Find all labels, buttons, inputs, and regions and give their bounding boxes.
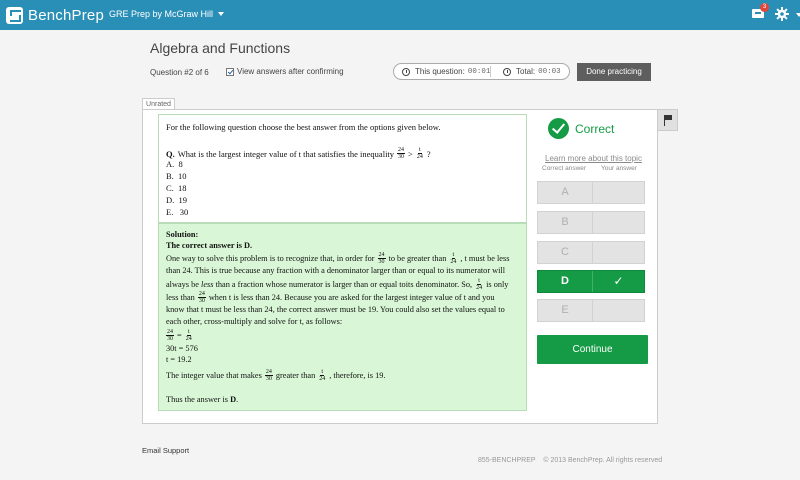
answer-letter: C [561, 246, 569, 258]
option-e: E. 30 [166, 207, 189, 217]
question-body: What is the largest integer value of t that satisfies the inequality [177, 148, 395, 159]
answer-mark [592, 300, 644, 321]
timer-divider [490, 66, 491, 77]
answer-letter: A [561, 186, 569, 198]
page-title: Algebra and Functions [150, 40, 291, 56]
checkmark-icon: ✓ [592, 271, 644, 292]
answer-mark [592, 242, 644, 263]
solution-line: less than $\frac{24}{30}$ when t is less than 24. Because you are asked for the largest integer value of t and you [166, 291, 495, 304]
your-answer-column-header: Your answer [601, 165, 637, 172]
result-status-text: Correct [575, 121, 615, 136]
solution-heading: Solution: [166, 230, 199, 239]
fraction: $\frac{24}{30}$ [398, 147, 405, 160]
solution-line: each other, cross-multiply and solve for t, as follows: [166, 317, 343, 326]
footer-info [478, 457, 662, 464]
greater-than-sign: > [408, 148, 413, 159]
solution-panel [158, 223, 527, 411]
total-timer-value: 00:03 [538, 67, 561, 76]
done-practicing-button[interactable]: Done practicing [577, 63, 651, 81]
question-panel [158, 114, 527, 223]
email-support-link[interactable]: Email Support [142, 446, 190, 455]
fraction: $\frac{t}{24}$ [416, 147, 423, 160]
question-text [166, 147, 431, 160]
brand-name: BenchPrep [28, 6, 105, 24]
benchprep-logo-icon [6, 7, 23, 24]
equation-line: $\frac{24}{30}$ = $\frac{t}{24}$ [167, 329, 192, 342]
question-counter: Question #2 of 6 [150, 68, 209, 77]
view-answers-checkbox[interactable] [226, 68, 234, 76]
correct-answer-column-header: Correct answer [542, 165, 587, 172]
rating-tab[interactable]: Unrated [142, 98, 175, 110]
option-a: A. 8 [166, 159, 183, 169]
check-circle-icon [548, 118, 569, 139]
solution-line: know that t must be less than 24, the correct answer must be 19. You could also set the values equal to [166, 305, 505, 314]
equation-line: 30t = 576 [166, 344, 198, 353]
total-timer-label: Total: [516, 67, 536, 76]
option-c: C. 18 [166, 183, 187, 193]
solution-answer-line: The correct answer is D. [166, 241, 253, 250]
copyright: © 2013 BenchPrep. All rights reserved [543, 457, 663, 464]
support-phone: 855-BENCHPREP [478, 457, 536, 464]
solution-line: The integer value that makes $\frac{24}{30}$ greater than $\frac{t}{24}$ , therefore, is 19. [166, 369, 386, 382]
answer-row-a [537, 181, 645, 204]
course-name: GRE Prep by McGraw Hill [109, 9, 214, 19]
answer-mark [592, 212, 644, 233]
view-answers-label: View answers after confirming [237, 67, 344, 76]
answer-row-b [537, 211, 645, 234]
answer-letter: B [561, 216, 569, 228]
timers-panel [393, 63, 570, 80]
solution-conclusion: Thus the answer is D . [166, 395, 239, 404]
question-label: Q. [166, 148, 175, 159]
answer-row-d [537, 270, 645, 293]
stopwatch-icon [503, 68, 511, 76]
continue-button[interactable]: Continue [537, 335, 648, 364]
learn-more-link[interactable]: Learn more about this topic [545, 154, 642, 163]
total-timer [503, 67, 561, 76]
fraction: $\frac{t}{24}$ [319, 369, 326, 382]
notification-badge: 3 [760, 3, 769, 12]
answer-row-e [537, 299, 645, 322]
solution-line: One way to solve this problem is to recognize that, in order for $\frac{24}{30}$ to be greater than $\frac{t}{24}$ , t must be less [166, 252, 510, 265]
solution-line: than 24. This is true because any fraction with a denominator larger than or equal to its numerator will [166, 266, 506, 275]
fraction: $\frac{24}{30}$ [265, 369, 272, 382]
question-timer-value: 00:01 [467, 67, 491, 76]
option-d: D. 19 [166, 195, 188, 205]
top-bar [0, 0, 800, 30]
chevron-down-icon [218, 12, 224, 16]
question-timer [402, 67, 490, 76]
question-timer-label: This question: [415, 67, 465, 76]
answer-mark [592, 182, 644, 203]
fraction: $\frac{t}{24}$ [185, 329, 192, 342]
fraction: $\frac{t}{24}$ [450, 252, 457, 265]
view-answers-toggle[interactable] [226, 67, 344, 76]
fraction: $\frac{24}{30}$ [198, 291, 205, 304]
fraction: $\frac{t}{24}$ [476, 278, 483, 291]
brand-logo[interactable] [6, 5, 104, 25]
stopwatch-icon [402, 68, 410, 76]
question-instruction: For the following question choose the best answer from the options given below. [166, 122, 441, 132]
course-selector[interactable] [109, 9, 224, 19]
result-status [548, 118, 614, 139]
question-end: ? [426, 148, 431, 159]
fraction: $\frac{24}{30}$ [167, 329, 173, 342]
settings-chevron-down-icon[interactable] [796, 13, 800, 17]
solution-line: always be less than a fraction whose numerator is larger than or equal toits denominator. So, $\frac{t}{24}$ is only [166, 278, 509, 291]
option-b: B. 10 [166, 171, 187, 181]
gear-icon[interactable] [775, 7, 789, 21]
answer-letter: E [561, 304, 569, 316]
answer-letter: D [561, 275, 569, 287]
flag-icon[interactable] [658, 109, 678, 131]
equation-line: t = 19.2 [166, 355, 192, 364]
answer-row-c [537, 241, 645, 264]
fraction: $\frac{24}{30}$ [378, 252, 385, 265]
